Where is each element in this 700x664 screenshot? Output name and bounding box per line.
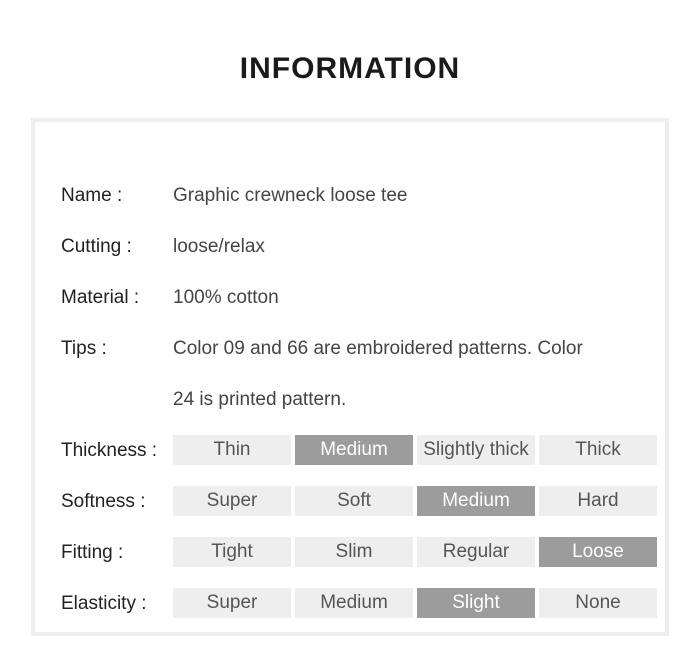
thickness-label: Thickness : [61,440,158,461]
material-label: Material : [61,287,140,308]
softness-option: Medium [417,486,535,516]
attribute-row-softness [35,486,665,518]
elasticity-option: Slight [417,588,535,618]
information-card [31,118,669,636]
cutting-value: loose/relax [173,236,265,257]
thickness-option: Medium [295,435,413,465]
fitting-label: Fitting : [61,542,124,563]
thickness-option: Thin [173,435,291,465]
elasticity-option: Super [173,588,291,618]
attribute-row-fitting [35,537,665,569]
tips-value-line2: 24 is printed pattern. [173,389,347,410]
attribute-row-thickness [35,435,665,467]
name-label: Name : [61,185,123,206]
cutting-label: Cutting : [61,236,132,257]
elasticity-option: Medium [295,588,413,618]
attribute-row-elasticity [35,588,665,620]
softness-label: Softness : [61,491,146,512]
thickness-option: Slightly thick [417,435,535,465]
softness-option: Hard [539,486,657,516]
name-value: Graphic crewneck loose tee [173,185,408,206]
tips-value-line1: Color 09 and 66 are embroidered patterns. Color [173,338,583,359]
material-value: 100% cotton [173,287,279,308]
info-row-tips-cont [35,384,665,416]
tips-label: Tips : [61,338,107,359]
softness-option: Soft [295,486,413,516]
elasticity-option: None [539,588,657,618]
fitting-option: Regular [417,537,535,567]
info-row-cutting [35,231,665,263]
info-row-name [35,180,665,212]
info-row-tips [35,333,665,365]
fitting-option: Slim [295,537,413,567]
elasticity-label: Elasticity : [61,593,147,614]
thickness-option: Thick [539,435,657,465]
fitting-option: Loose [539,537,657,567]
softness-option: Super [173,486,291,516]
page-title: INFORMATION [239,52,461,85]
fitting-option: Tight [173,537,291,567]
info-row-material [35,282,665,314]
